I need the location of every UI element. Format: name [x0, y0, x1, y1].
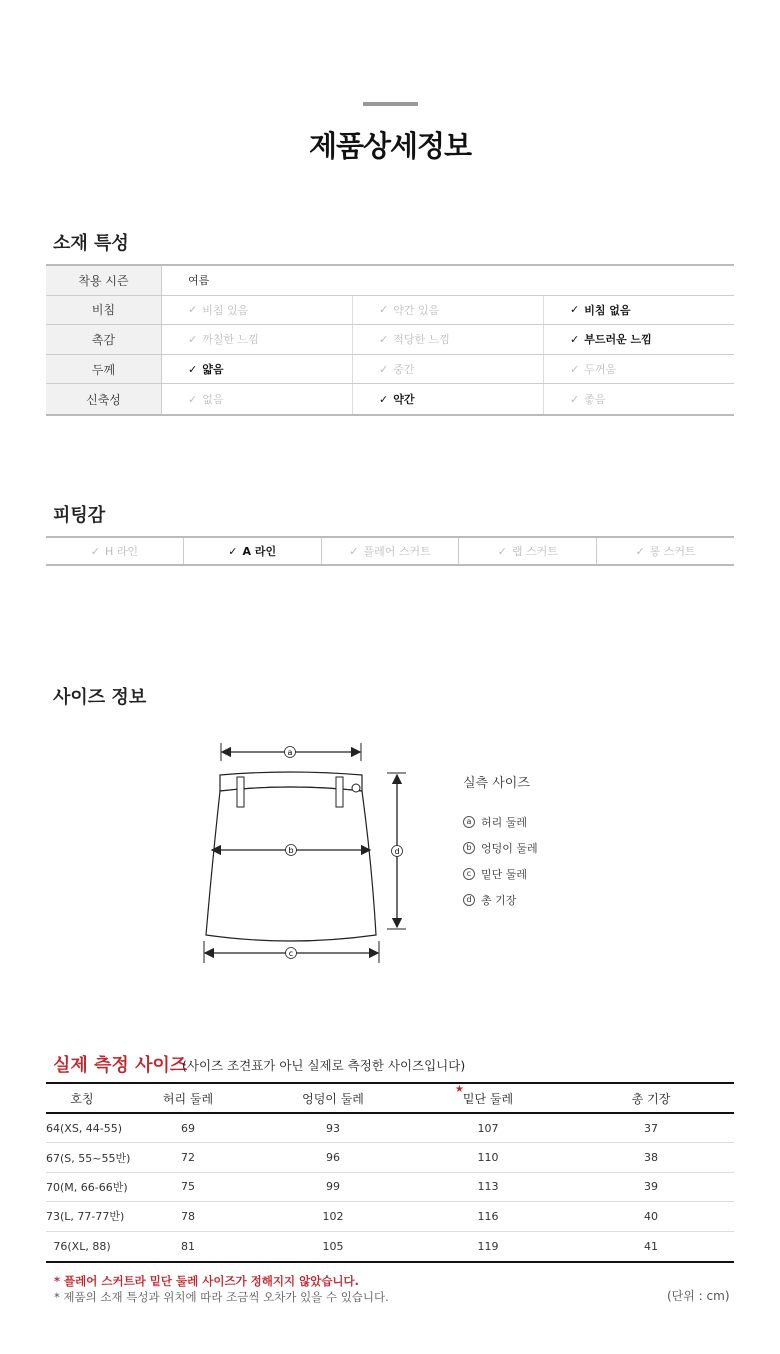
title-divider	[363, 102, 418, 106]
material-option	[162, 296, 353, 325]
table-row	[46, 1173, 734, 1202]
material-row-label: 비침	[46, 296, 162, 325]
check-icon: ✓	[497, 544, 507, 558]
material-row-sheer	[46, 296, 734, 326]
material-option	[353, 384, 544, 414]
material-option-text: 얇음	[202, 363, 224, 377]
season-value: 여름	[188, 274, 210, 288]
page-title: 제품상세정보	[308, 129, 472, 163]
fit-section-title: 피팅감	[53, 505, 106, 526]
check-icon: ✓	[379, 392, 389, 406]
mark-d-label: d	[394, 847, 400, 856]
size-legend	[463, 772, 538, 913]
table-cell: 70(M, 66-66반)	[46, 1180, 128, 1194]
table-cell: 78	[181, 1209, 195, 1223]
material-row-label: 두께	[46, 355, 162, 384]
skirt-diagram	[190, 735, 420, 979]
check-icon: ✓	[90, 544, 100, 558]
mark-circle-icon: a	[463, 816, 475, 828]
material-option-text: 약간 있음	[393, 303, 440, 317]
column-header: 허리 둘레	[162, 1091, 214, 1106]
material-row-touch	[46, 325, 734, 355]
check-icon: ✓	[188, 392, 198, 406]
mark-b-label: b	[288, 846, 294, 855]
table-cell: 81	[181, 1239, 195, 1253]
check-icon: ✓	[349, 544, 359, 558]
tolerance-note: * 제품의 소재 특성과 위치에 따라 조금씩 오차가 있을 수 있습니다.	[54, 1290, 389, 1304]
size-info-title: 사이즈 정보	[53, 687, 147, 708]
legend-item	[463, 861, 538, 887]
table-cell: 75	[181, 1180, 195, 1194]
table-row	[46, 1232, 734, 1261]
material-row-thickness	[46, 355, 734, 385]
check-icon: ✓	[570, 303, 580, 317]
unit-label: (단위 : cm)	[667, 1289, 730, 1303]
material-row-label: 착용 시즌	[46, 266, 162, 295]
material-option-text: 비침 있음	[202, 303, 249, 317]
material-option	[162, 325, 353, 354]
hem-note: * 플레어 스커트라 밑단 둘레 사이즈가 정해지지 않았습니다.	[54, 1274, 360, 1288]
column-header: 엉덩이 둘레	[302, 1091, 364, 1106]
check-icon: ✓	[570, 392, 580, 406]
table-cell: 102	[322, 1209, 344, 1223]
button-icon	[352, 784, 360, 792]
fit-option-text: 랩 스커트	[511, 545, 558, 558]
fit-option	[322, 538, 460, 564]
table-cell: 39	[644, 1180, 658, 1194]
mark-circle-icon: c	[463, 868, 475, 880]
skirt-body	[206, 787, 376, 941]
column-header: 총 기장	[631, 1091, 671, 1106]
check-icon: ✓	[228, 544, 238, 558]
belt-loop-left	[237, 777, 244, 807]
star-icon: ★	[454, 1083, 464, 1095]
material-option	[162, 355, 353, 384]
legend-item	[463, 809, 538, 835]
skirt-diagram-svg	[190, 735, 420, 975]
size-table-subheading: (사이즈 조견표가 아닌 실제로 측정한 사이즈입니다)	[182, 1058, 466, 1073]
material-option	[544, 325, 734, 354]
fit-option	[597, 538, 734, 564]
table-cell: 69	[181, 1121, 195, 1135]
fit-option	[46, 538, 184, 564]
legend-text: 총 기장	[481, 894, 517, 907]
table-cell: 67(S, 55~55반)	[46, 1151, 131, 1165]
table-cell: 99	[326, 1180, 340, 1194]
column-header: 밑단 둘레	[462, 1091, 514, 1106]
mark-c-label: c	[288, 949, 294, 958]
fit-option-text: 플레어 스커트	[363, 545, 431, 558]
legend-title: 실측 사이즈	[463, 776, 530, 791]
size-table-heading: 실제 측정 사이즈	[53, 1055, 188, 1076]
material-option-text: 좋음	[584, 393, 606, 407]
material-option-text: 부드러운 느낌	[584, 333, 652, 347]
material-option-text: 적당한 느낌	[393, 333, 450, 347]
material-option-text: 없음	[202, 393, 224, 407]
size-table-header	[46, 1084, 734, 1114]
material-option	[353, 325, 544, 354]
material-option	[353, 296, 544, 325]
table-cell: 73(L, 77-77반)	[46, 1210, 125, 1224]
check-icon: ✓	[188, 362, 198, 376]
check-icon: ✓	[379, 362, 389, 376]
material-section-title: 소재 특성	[53, 233, 129, 254]
table-cell: 113	[477, 1180, 499, 1194]
check-icon: ✓	[570, 362, 580, 376]
fit-option	[459, 538, 597, 564]
material-option-text: 두꺼움	[584, 363, 617, 377]
legend-item	[463, 835, 538, 861]
material-option-text: 약간	[393, 393, 415, 407]
column-header-hem	[408, 1083, 568, 1107]
fit-option-text: A 라인	[242, 545, 277, 558]
check-icon: ✓	[635, 544, 645, 558]
material-row-label: 신축성	[46, 384, 162, 414]
check-icon: ✓	[379, 332, 389, 346]
table-row	[46, 1202, 734, 1231]
material-row-label: 촉감	[46, 325, 162, 354]
material-option	[544, 355, 734, 384]
table-cell: 37	[644, 1121, 658, 1135]
legend-text: 엉덩이 둘레	[481, 842, 538, 855]
mark-circle-icon: b	[463, 842, 475, 854]
table-cell: 76(XL, 88)	[53, 1239, 111, 1253]
check-icon: ✓	[379, 303, 389, 317]
table-cell: 72	[181, 1151, 195, 1165]
table-cell: 119	[477, 1239, 499, 1253]
material-row-stretch	[46, 384, 734, 414]
legend-item	[463, 887, 538, 913]
table-row	[46, 1114, 734, 1143]
table-cell: 38	[644, 1151, 658, 1165]
material-option-text: 중간	[393, 363, 415, 377]
fit-table	[46, 536, 734, 566]
table-cell: 41	[644, 1239, 658, 1253]
material-option	[353, 355, 544, 384]
table-cell: 96	[326, 1151, 340, 1165]
mark-circle-icon: d	[463, 894, 475, 906]
table-cell: 64(XS, 44-55)	[46, 1121, 123, 1135]
material-table	[46, 264, 734, 416]
material-row-season	[46, 266, 734, 296]
table-cell: 107	[477, 1121, 499, 1135]
material-option	[544, 384, 734, 414]
material-option	[544, 296, 734, 325]
fit-option-text: 롱 스커트	[649, 545, 696, 558]
legend-text: 허리 둘레	[481, 816, 528, 829]
check-icon: ✓	[570, 332, 580, 346]
fit-option-text: H 라인	[104, 545, 139, 558]
mark-a-label: a	[287, 748, 293, 757]
column-header: 호칭	[70, 1091, 94, 1106]
table-row	[46, 1143, 734, 1172]
legend-text: 밑단 둘레	[481, 868, 528, 881]
size-table	[46, 1082, 734, 1263]
table-cell: 116	[477, 1209, 499, 1223]
table-cell: 40	[644, 1209, 658, 1223]
table-cell: 110	[477, 1151, 499, 1165]
check-icon: ✓	[188, 332, 198, 346]
material-option-text: 비침 없음	[584, 303, 631, 317]
table-cell: 105	[322, 1239, 344, 1253]
fit-option	[184, 538, 322, 564]
material-option	[162, 384, 353, 414]
material-option-text: 까칠한 느낌	[202, 333, 259, 347]
table-cell: 93	[326, 1121, 340, 1135]
belt-loop-right	[336, 777, 343, 807]
check-icon: ✓	[188, 303, 198, 317]
